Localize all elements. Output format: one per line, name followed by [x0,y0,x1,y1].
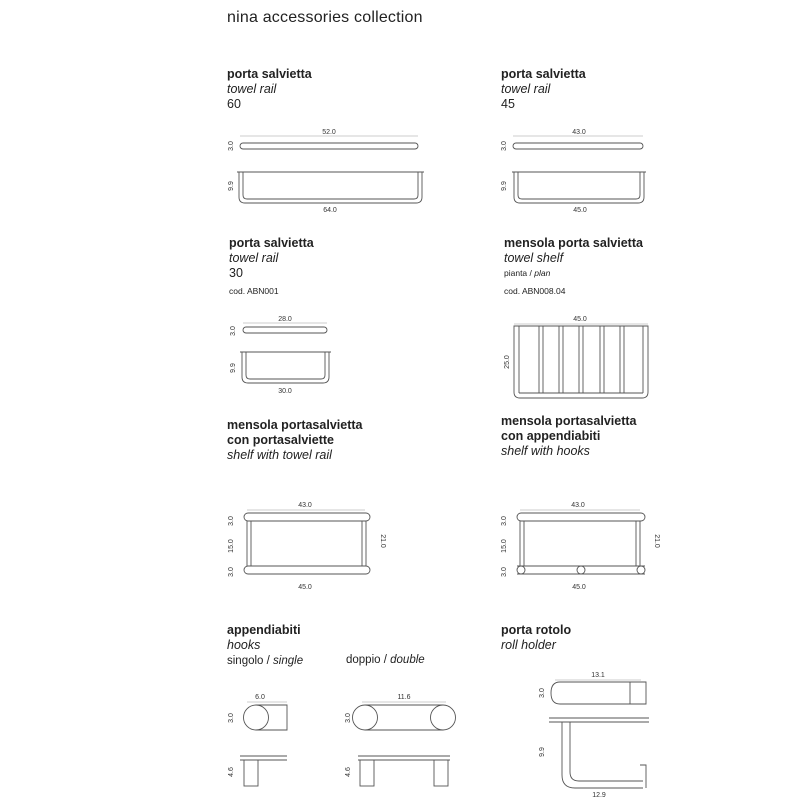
rail-front-outer [239,172,422,203]
dim-width: 6.0 [255,694,265,701]
hook-top-knob [353,705,378,730]
item-name-en: towel rail [229,251,279,265]
drawing-towel-rail-45 [501,129,646,214]
item-name-en: hooks [227,638,261,652]
shelf-outline [514,326,648,398]
rail-top-view [243,327,327,333]
item-code: cod. ABN001 [229,286,279,296]
item-name: porta salvietta [229,236,314,250]
dim-depth: 25.0 [504,355,511,369]
shelf-slat [579,326,583,393]
dim-height: 9.9 [501,181,508,191]
rail-top-view [513,143,643,149]
rail-top-view [240,143,418,149]
shelf-slat [620,326,624,393]
drawing-towel-shelf-plan [504,316,648,398]
item-code: cod. ABN008.04 [504,286,566,296]
item-name-2: con portasalviette [227,433,334,447]
hook-end [517,566,525,574]
item-name-en: roll holder [501,638,556,652]
hook-side-stem [434,760,448,786]
dim-width: 11.6 [397,694,411,701]
dim-thick: 3.0 [230,326,237,336]
rail-front-outer [514,172,644,203]
roll-top-view [551,682,646,704]
dim-bottom: 64.0 [323,207,337,214]
hook-top-body [256,705,287,730]
hook-side-stem [244,760,258,786]
dim-mid: 15.0 [501,539,508,553]
dim-height: 9.9 [228,181,235,191]
item-size: 45 [501,97,515,111]
dim-t1: 3.0 [228,516,235,526]
item-name-2: con appendiabiti [501,429,601,443]
dim-t1: 3.0 [501,516,508,526]
item-name-en: towel rail [501,82,551,96]
rail-front-inner [243,172,418,199]
shelf-top-plate [517,513,645,521]
dim-width: 45.0 [573,316,587,323]
dim-thick: 3.0 [539,688,546,698]
hook-middle [577,566,585,574]
item-name: porta rotolo [501,623,572,637]
dim-top: 13.1 [591,672,605,679]
drawing-shelf-hooks [501,502,660,591]
dim-mid: 15.0 [228,539,235,553]
dim-top: 43.0 [572,129,586,136]
dim-thick: 3.0 [228,141,235,151]
drawing-hook-double [345,694,456,786]
roll-arm-inner [570,722,643,781]
drawing-roll-holder [539,672,649,799]
dim-total: 21.0 [379,534,386,548]
dim-thick: 3.0 [345,713,352,723]
dim-height: 9.9 [230,363,237,373]
item-name: mensola portasalvietta [227,418,363,432]
hook-end [637,566,645,574]
item-name-en: shelf with hooks [501,444,590,458]
rail-front-outer [242,352,329,383]
shelf-top-plate [244,513,370,521]
dim-height: 4.6 [345,767,352,777]
towel-rail-bar [244,566,370,574]
item-name-en: towel rail [227,82,277,96]
rail-front-inner [518,172,640,199]
item-size: 60 [227,97,241,111]
hook-side-stem [360,760,374,786]
dim-t2: 3.0 [501,567,508,577]
dim-t2: 3.0 [228,567,235,577]
dim-bottom: 45.0 [572,584,586,591]
dim-height: 4.6 [228,767,235,777]
shelf-slat [600,326,604,393]
roll-arm-outer [562,722,643,788]
item-name: porta salvietta [501,67,586,81]
hook-top-knob [431,705,456,730]
dim-top: 43.0 [298,502,312,509]
shelf-slat [559,326,563,393]
dim-height: 9.9 [539,747,546,757]
dim-total: 21.0 [653,534,660,548]
dim-top: 28.0 [278,316,292,323]
item-name-en: towel shelf [504,251,564,265]
drawing-hook-single [228,694,287,786]
page-title: nina accessories collection [227,9,423,26]
plan-label: pianta / plan [504,268,551,278]
dim-thick: 3.0 [228,713,235,723]
hook-top-knob [244,705,269,730]
roll-end [640,765,646,788]
dim-top: 43.0 [571,502,585,509]
hook-single-label: singolo / single [227,655,304,667]
drawing-shelf-towel-rail [228,502,386,591]
item-name: mensola porta salvietta [504,236,643,250]
dim-bottom: 45.0 [298,584,312,591]
item-name: appendiabiti [227,623,301,637]
item-name-en: shelf with towel rail [227,448,332,462]
dim-thick: 3.0 [501,141,508,151]
item-size: 30 [229,266,243,280]
item-name: mensola portasalvietta [501,414,637,428]
rail-front-inner [246,352,325,379]
dim-bottom: 30.0 [278,388,292,395]
drawing-towel-rail-60 [228,129,424,214]
dim-bottom: 45.0 [573,207,587,214]
hook-double-label: doppio / double [346,654,425,666]
item-name: porta salvietta [227,67,312,81]
dim-top: 52.0 [322,129,336,136]
drawing-towel-rail-30 [230,316,331,395]
dim-bottom: 12.9 [592,792,606,799]
shelf-slat [539,326,543,393]
